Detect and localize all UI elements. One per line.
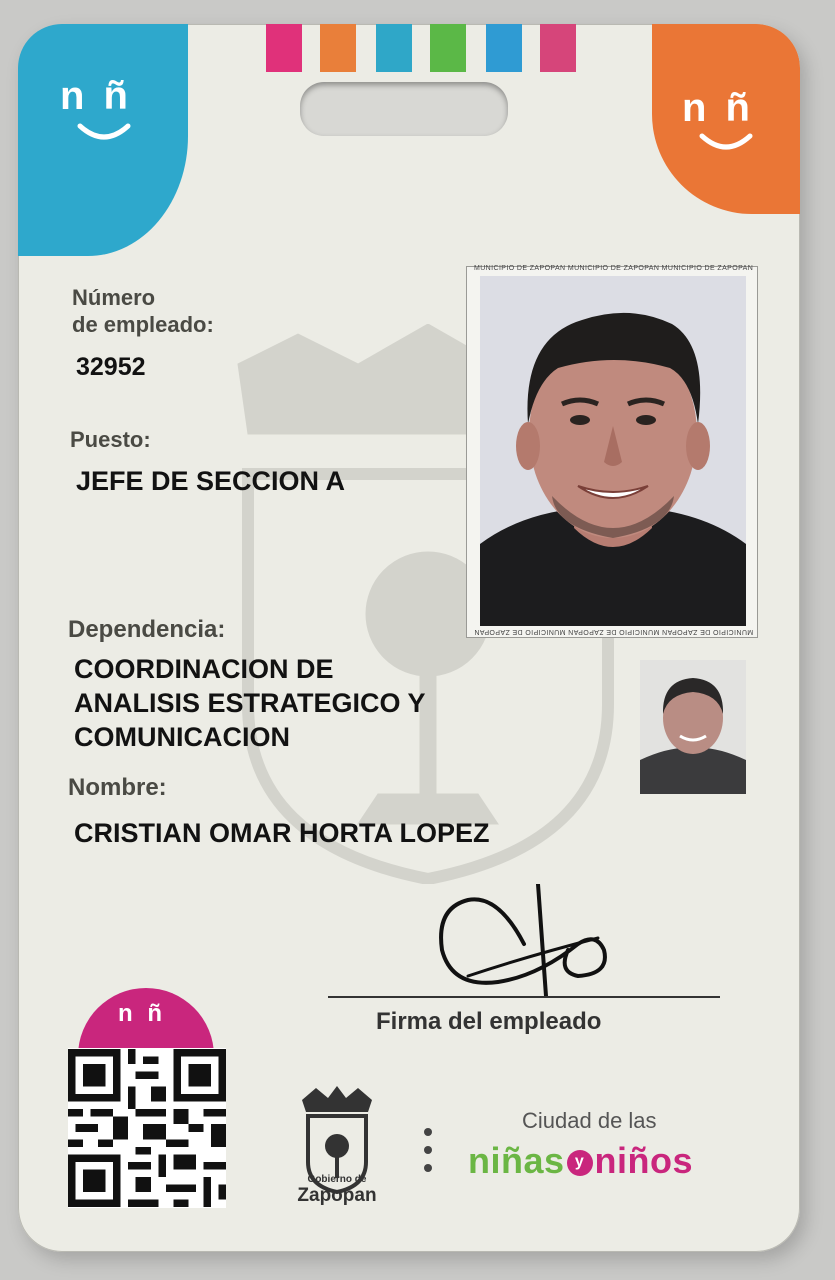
nn-logo-icon: n ñ: [682, 86, 754, 130]
photo-border-text-top: MUNICIPIO DE ZAPOPAN MUNICIPIO DE ZAPOPAN MUNICIPIO DE ZAPOPAN: [474, 265, 754, 272]
smile-icon: [74, 122, 134, 146]
separator-dots: [424, 1128, 434, 1182]
stripe-2: [320, 24, 356, 72]
department-line-1: COORDINACION DE: [74, 654, 334, 684]
smile-icon: [696, 132, 756, 156]
blue-corner-logo: [18, 24, 188, 256]
position-value: JEFE DE SECCION A: [76, 466, 346, 496]
department-value: [74, 652, 426, 754]
employee-id-card: [18, 24, 800, 1252]
department-label: Dependencia:: [68, 616, 226, 643]
nn-logo-icon: n ñ: [118, 1000, 166, 1027]
employee-number-label-line-1: Número: [72, 285, 156, 310]
stripe-1: [266, 24, 302, 72]
employee-photo: [480, 276, 746, 626]
department-line-3: COMUNICACION: [74, 722, 290, 752]
stripe-4: [430, 24, 466, 72]
government-label-small: Gobierno de: [307, 1174, 367, 1185]
city-slogan-line-1: Ciudad de las: [522, 1108, 657, 1133]
slogan-y: y: [567, 1150, 593, 1176]
employee-number-label: [72, 284, 214, 338]
nn-logo-icon: n ñ: [60, 74, 132, 118]
lanyard-slot: [300, 82, 508, 136]
government-label-zapopan: Zapopan: [297, 1185, 377, 1206]
qr-code: [68, 1048, 226, 1208]
signature-line: [328, 996, 720, 998]
photo-border-text-bottom: MUNICIPIO DE ZAPOPAN MUNICIPIO DE ZAPOPAN MUNICIPIO DE ZAPOPAN: [474, 628, 754, 635]
slogan-ninas: niñas: [468, 1140, 565, 1181]
stripe-3: [376, 24, 412, 72]
name-value: CRISTIAN OMAR HORTA LOPEZ: [74, 818, 490, 848]
employee-number-value: 32952: [76, 353, 146, 381]
city-slogan-line-2: [468, 1140, 693, 1182]
stripe-5: [486, 24, 522, 72]
orange-corner-logo: [652, 24, 800, 214]
name-label: Nombre:: [68, 774, 167, 801]
employee-signature: [428, 884, 628, 1000]
department-line-2: ANALISIS ESTRATEGICO Y: [74, 688, 426, 718]
stripe-6: [540, 24, 576, 72]
signature-label: Firma del empleado: [376, 1008, 602, 1035]
employee-number-label-line-2: de empleado:: [72, 312, 214, 337]
slogan-ninos: niños: [594, 1140, 694, 1181]
ghost-photo: [640, 660, 746, 794]
position-label: Puesto:: [70, 427, 151, 452]
